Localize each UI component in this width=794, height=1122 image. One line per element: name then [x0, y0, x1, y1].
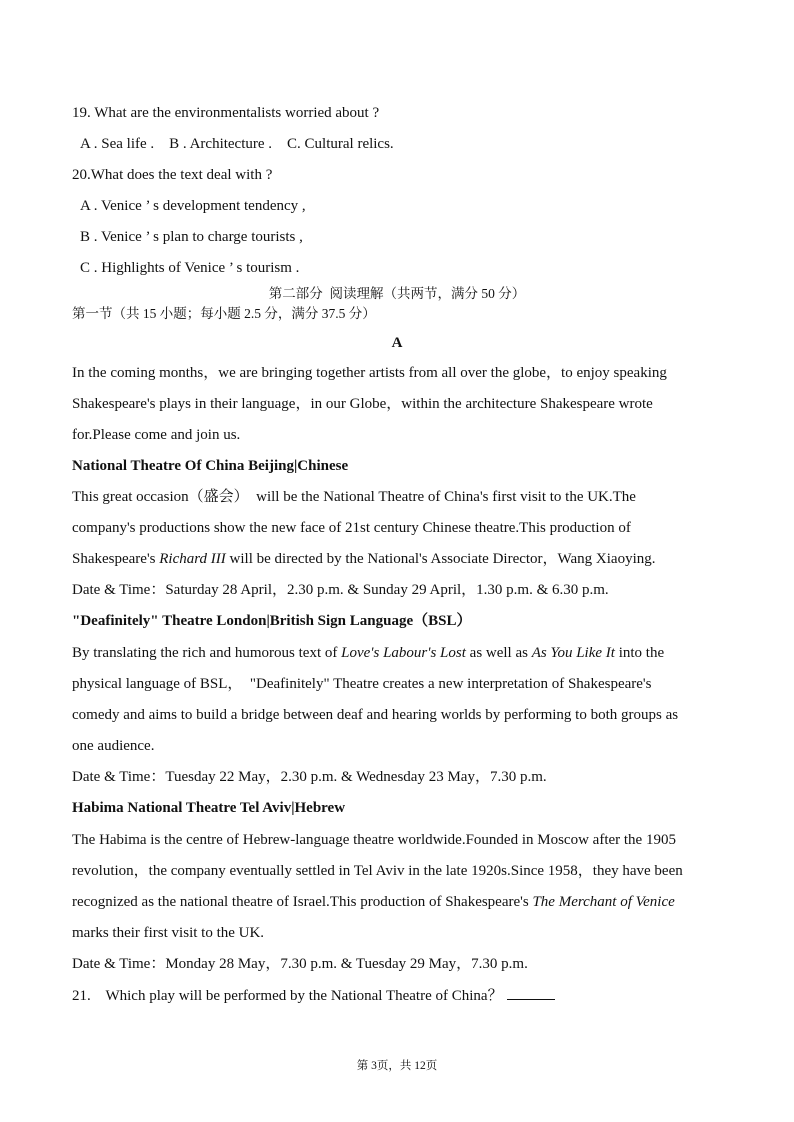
- intro-line-1: In the coming months，we are bringing together artists from all over the globe，to enjoy speaking: [72, 365, 667, 381]
- ntc-line-3-end: will be directed by the National's Associate Director，Wang Xiaoying.: [225, 551, 656, 567]
- question-20-option-a: A . Venice ’ s development tendency ,: [80, 198, 306, 214]
- play-title-as-you-like-it: As You Like It: [531, 645, 615, 661]
- question-20-option-b: B . Venice ’ s plan to charge tourists ,: [80, 229, 303, 245]
- deaf-line-3: comedy and aims to build a bridge between deaf and hearing worlds by performing to both groups as: [72, 707, 679, 723]
- habima-datetime: Date & Time：Monday 28 May，7.30 p.m. & Tuesday 29 May，7.30 p.m.: [72, 956, 528, 972]
- question-19-options: A . Sea life . B . Architecture . C. Cultural relics.: [80, 136, 394, 152]
- habima-line-2: revolution，the company eventually settled in Tel Aviv in the late 1920s.Since 1958，they have been: [72, 863, 683, 879]
- section-one-title: 第一节（共 15 小题；每小题 2.5 分，满分 37.5 分）: [72, 306, 376, 321]
- passage-label: A: [391, 335, 403, 351]
- ntc-line-3-start: Shakespeare's: [72, 551, 160, 567]
- question-20-option-c: C . Highlights of Venice ’ s tourism .: [80, 260, 300, 276]
- play-title-merchant-of-venice: The Merchant of Venice: [532, 894, 675, 910]
- question-21-text: 21. Which play will be performed by the National Theatre of China？: [72, 988, 503, 1004]
- question-19: 19. What are the environmentalists worried about ?: [72, 105, 380, 121]
- part-two-title: 第二部分 阅读理解（共两节，满分 50 分）: [268, 286, 526, 301]
- deaf-line-1-start: By translating the rich and humorous text of: [72, 645, 342, 661]
- question-21: [72, 985, 555, 1006]
- habima-heading: Habima National Theatre Tel Aviv|Hebrew: [72, 800, 346, 816]
- deaf-heading: "Deafinitely" Theatre London|British Sign Language（BSL）: [72, 613, 472, 629]
- ntc-heading: National Theatre Of China Beijing|Chinese: [72, 458, 349, 474]
- habima-line-3: [72, 892, 675, 912]
- play-title-richard-iii: Richard III: [159, 551, 226, 567]
- ntc-datetime: Date & Time：Saturday 28 April，2.30 p.m. & Sunday 29 April，1.30 p.m. & 6.30 p.m.: [72, 582, 609, 598]
- answer-blank[interactable]: [507, 985, 555, 1000]
- deaf-line-1-mid: as well as: [465, 645, 532, 661]
- question-20: 20.What does the text deal with ?: [72, 167, 273, 183]
- deaf-line-2: physical language of BSL， "Deafinitely" Theatre creates a new interpretation of Shakespeare's: [72, 676, 652, 692]
- ntc-line-3: [72, 549, 656, 569]
- habima-line-4: marks their first visit to the UK.: [72, 925, 265, 941]
- deaf-datetime: Date & Time：Tuesday 22 May，2.30 p.m. & Wednesday 23 May，7.30 p.m.: [72, 769, 547, 785]
- ntc-line-1: This great occasion（盛会） will be the National Theatre of China's first visit to the UK.The: [72, 489, 636, 505]
- deaf-line-1: [72, 643, 664, 663]
- intro-line-2: Shakespeare's plays in their language，in our Globe，within the architecture Shakespeare wrote: [72, 396, 653, 412]
- deaf-line-4: one audience.: [72, 738, 155, 754]
- habima-line-3-start: recognized as the national theatre of Israel.This production of Shakespeare's: [72, 894, 533, 910]
- intro-line-3: for.Please come and join us.: [72, 427, 241, 443]
- play-title-loves-labours-lost: Love's Labour's Lost: [341, 645, 466, 661]
- deaf-line-1-end: into the: [614, 645, 665, 661]
- ntc-line-2: company's productions show the new face of 21st century Chinese theatre.This production of: [72, 520, 631, 536]
- habima-line-1: The Habima is the centre of Hebrew-language theatre worldwide.Founded in Moscow after the 1905: [72, 832, 676, 848]
- page-footer: 第 3页，共 12页: [356, 1060, 438, 1072]
